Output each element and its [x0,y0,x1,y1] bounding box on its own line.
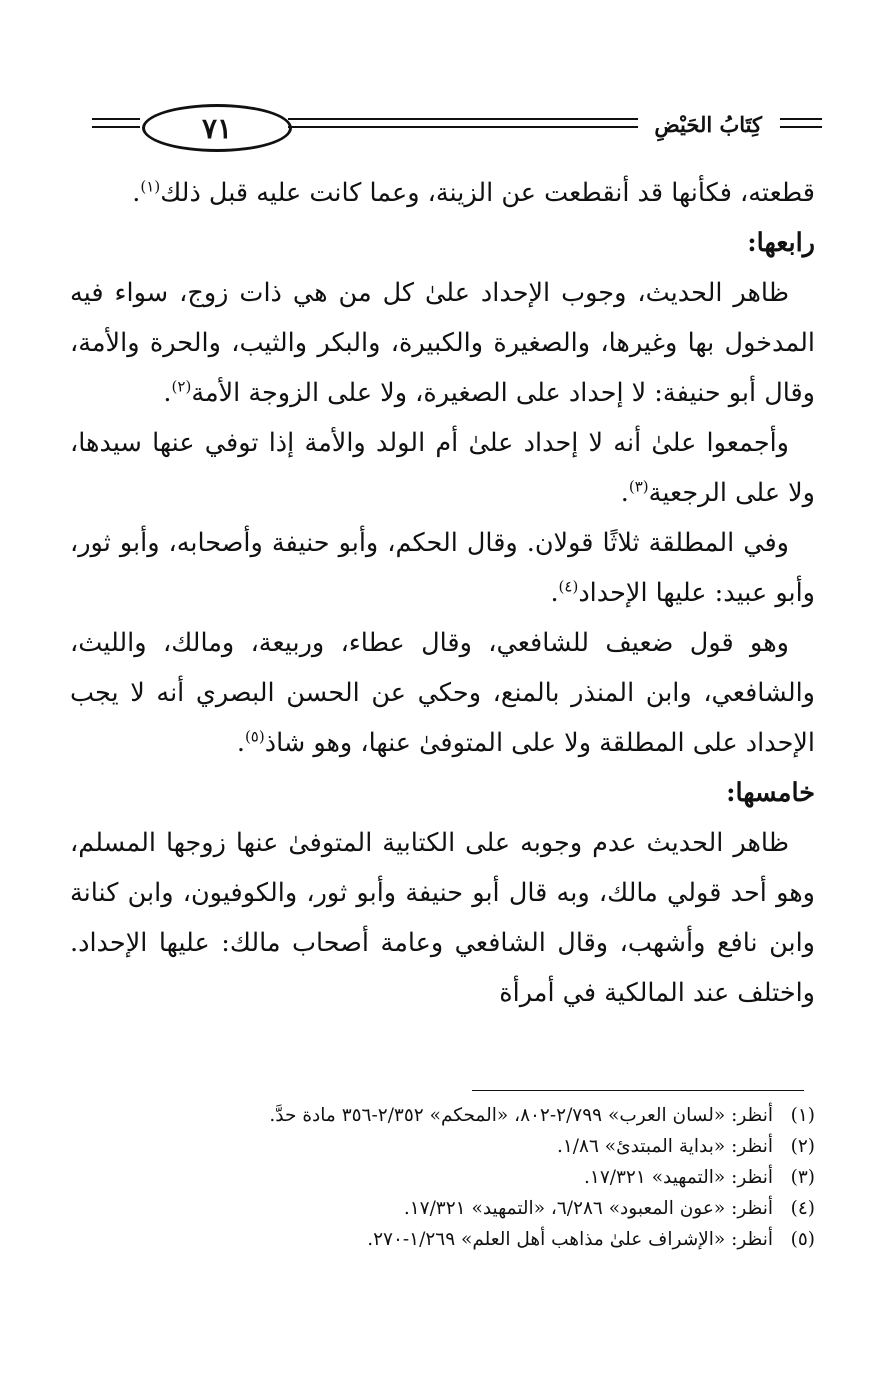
footnote-ref: (١) [140,177,161,196]
paragraph: قطعته، فكأنها قد أنقطعت عن الزينة، وعما كانت عليه قبل ذلك$^{(١)}$. [132,177,815,208]
paragraph: ظاهر الحديث عدم وجوبه على الكتابية المتوفىٰ عنها زوجها المسلم، وهو أحد قولي مالك، وبه قال أبو حنيفة وأبو ثور، والكوفيون، وابن كنانة وابن نافع وأشهب، وقال الشافعي وعامة أصحاب مالك: عليها الإحداد. واختلف عند المالكية في أمرأة [70,828,815,1008]
paragraph: ظاهر الحديث، وجوب الإحداد علىٰ كل من هي ذات زوج، سواء فيه المدخول بها وغيرها، والصغيرة والكبيرة، والبكر والثيب، والحرة والأمة، وقال أبو حنيفة: لا إحداد على الصغيرة، ولا على الزوجة الأمة$^{(٢)}$. [70,278,815,408]
section-heading: خامسها: [726,778,815,808]
footnote-number: (٢) [790,1136,815,1157]
footnote-number: (١) [790,1105,815,1126]
footnote-text: أنظر: «التمهيد» ١٧/٣٢١. [584,1167,773,1188]
footnote-text: أنظر: «عون المعبود» ٦/٢٨٦، «التمهيد» ١٧/٣٢١. [403,1198,773,1219]
paragraph: وهو قول ضعيف للشافعي، وقال عطاء، وربيعة، ومالك، والليث، والشافعي، وابن المنذر بالمنع، وحكي عن الحسن البصري أنه لا يجب الإحداد على المطلقة ولا على المتوفىٰ عنها، وهو شاذ$^{(٥)}$. [70,628,815,758]
book-title: كِتَابُ الحَيْضِ [654,112,762,137]
footnote [70,1224,815,1255]
paragraph: وأجمعوا علىٰ أنه لا إحداد علىٰ أم الولد والأمة إذا توفي عنها سيدها، ولا على الرجعية$^{(٣)}$. [70,428,815,508]
main-text [70,168,815,1018]
footnote-ref: (٢) [171,377,192,396]
footnote-number: (٣) [790,1167,815,1188]
footnotes [70,1100,815,1255]
footnote-text: أنظر: «الإشراف علىٰ مذاهب أهل العلم» ١/٢٦٩-٢٧٠. [367,1229,773,1250]
paragraph: وفي المطلقة ثلاثًا قولان. وقال الحكم، وأبو حنيفة وأصحابه، وأبو ثور، وأبو عبيد: عليها الإحداد$^{(٤)}$. [70,528,815,608]
footnote [70,1131,815,1162]
footnote-ref: (٥) [244,727,265,746]
footnote-separator [472,1090,804,1091]
footnote-number: (٤) [790,1198,815,1219]
footnote [70,1193,815,1224]
page-number: ٧١ [142,104,292,152]
footnote-text: أنظر: «لسان العرب» ٢/٧٩٩-٨٠٢، «المحكم» ٢/٣٥٢-٣٥٦ مادة حدَّ. [269,1105,773,1126]
footnote-ref: (٤) [558,577,579,596]
section-heading: رابعها: [747,228,815,258]
page-header [92,92,822,162]
footnote [70,1100,815,1131]
footnote [70,1162,815,1193]
footnote-text: أنظر: «بداية المبتدئ» ١/٨٦. [556,1136,773,1157]
footnote-number: (٥) [790,1229,815,1250]
footnote-ref: (٣) [628,477,649,496]
